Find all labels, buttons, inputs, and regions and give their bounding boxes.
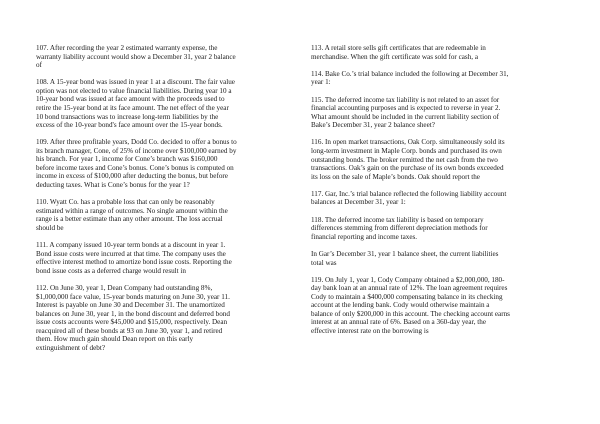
question-line: 10-year bond was issued at face amount with the proceeds used to (36, 95, 225, 104)
question-line: Cody to maintain a $400,000 compensating balance in its checking (311, 292, 503, 301)
question-line: differences stemming from different depreciation methods for (311, 224, 488, 233)
question-line: of (36, 61, 42, 70)
question-line: transactions. Oak’s gain on the purchase of its own bonds exceeded (311, 164, 504, 173)
question-line: $1,000,000 face value, 15-year bonds maturing on June 30, year 11. (36, 292, 230, 301)
question-line: What amount should be included in the current liability section of (311, 112, 499, 121)
question-line: bond issue costs as a deferred charge would result in (36, 266, 186, 275)
question-line: should be (36, 223, 64, 232)
question-line: reacquired all of these bonds at 93 on June 30, year 1, and retired (36, 326, 223, 335)
question-q118b (311, 250, 569, 267)
question-line: extinguishment of debt? (36, 343, 106, 352)
question-line: 110. Wyatt Co. has a probable loss that can only be reasonably (36, 198, 215, 207)
question-line: its branch manager, Cone, of 25% of income over $100,000 earned by (36, 146, 237, 155)
question-line: financial accounting purposes and is expected to reverse in year 2. (311, 104, 501, 113)
question-line: 119. On July 1, year 1, Cody Company obtained a $2,000,000, 180- (311, 275, 505, 284)
question-q114 (311, 70, 569, 87)
question-line: 10 bond transactions was to increase long-term liabilities by the (36, 112, 219, 121)
left-column (36, 44, 286, 361)
question-line: 113. A retail store sells gift certificates that are redeemable in (311, 44, 486, 52)
question-line: his branch. For year 1, income for Cone’s branch was $160,000 (36, 155, 218, 164)
question-line: 112. On June 30, year 1, Dean Company had outstanding 8%, (36, 284, 213, 293)
question-line: Interest is payable on June 30 and December 31. The unamortized (36, 301, 225, 310)
question-q110 (36, 198, 286, 232)
question-line: 115. The deferred income tax liability is not related to an asset for (311, 95, 500, 104)
question-line: warranty liability account would show a December 31, year 2 balance (36, 52, 236, 61)
question-line: Bake’s December 31, year 2 balance sheet? (311, 121, 435, 130)
question-line: 107. After recording the year 2 estimated warranty expense, the (36, 44, 218, 52)
question-line: option was not elected to value financial liabilities. During year 10 a (36, 86, 232, 95)
question-q111 (36, 241, 286, 275)
question-line: total was (311, 258, 337, 267)
question-line: interest at an annual rate of 6%. Based on a 360-day year, the (311, 318, 486, 327)
question-line: estimated within a range of outcomes. No single amount within the (36, 206, 228, 215)
question-line: range is a better estimate than any other amount. The loss accrual (36, 215, 223, 224)
question-line: 116. In open market transactions, Oak Corp. simultaneously sold its (311, 138, 505, 147)
question-q109 (36, 138, 286, 189)
question-line: 108. A 15-year bond was issued in year 1 at a discount. The fair value (36, 78, 235, 87)
question-q108 (36, 78, 286, 129)
question-line: deducting taxes. What is Cone’s bonus for the year 1? (36, 181, 190, 190)
right-column (311, 44, 569, 344)
question-line: year 1: (311, 78, 331, 87)
question-line: excess of the 10-year bond's face amount over the 15-year bonds. (36, 121, 223, 130)
question-line: merchandise. When the gift certificate was sold for cash, a (311, 52, 479, 61)
question-line: issue costs accounts were $45,000 and $15,000, respectively. Dean (36, 318, 228, 327)
question-line: balances at December 31, year 1: (311, 198, 406, 207)
question-q118 (311, 216, 569, 242)
question-line: its loss on the sale of Maple’s bonds. Oak should report the (311, 172, 480, 181)
question-line: In Gar’s December 31, year 1 balance sheet, the current liabilities (311, 249, 499, 258)
question-q107 (36, 44, 286, 70)
question-line: 111. A company issued 10-year term bonds at a discount in year 1. (36, 241, 226, 250)
question-line: before income taxes and Cone’s bonus. Cone’s bonus is computed on (36, 163, 234, 172)
question-q119 (311, 276, 569, 336)
question-line: 117. Gar, Inc.’s trial balance reflected the following liability account (311, 189, 507, 198)
question-line: day bank loan at an annual rate of 12%. The loan agreement requires (311, 284, 508, 293)
question-q115 (311, 96, 569, 130)
question-line: account at the lending bank. Cody would otherwise maintain a (311, 301, 490, 310)
question-q112 (36, 284, 286, 352)
question-line: financial reporting and income taxes. (311, 232, 418, 241)
question-line: Bond issue costs were incurred at that time. The company uses the (36, 249, 226, 258)
question-line: income in excess of $100,000 after deducting the bonus, but before (36, 172, 228, 181)
question-line: long-term investment in Maple Corp. bonds and purchased its own (311, 146, 502, 155)
question-line: 118. The deferred income tax liability is based on temporary (311, 215, 484, 224)
question-line: them. How much gain should Dean report on this early (36, 335, 194, 344)
question-line: 114. Bake Co.’s trial balance included the following at December 31, (311, 69, 509, 78)
question-line: balances on June 30, year 1, in the bond discount and deferred bond (36, 309, 230, 318)
question-q117 (311, 190, 569, 207)
question-line: outstanding bonds. The broker remitted the net cash from the two (311, 155, 498, 164)
question-line: effective interest rate on the borrowing is (311, 327, 429, 336)
question-line: balance of only $200,000 in this account. The checking account earns (311, 309, 510, 318)
question-q116 (311, 138, 569, 181)
question-line: retire the 15-year bond at its face amount. The net effect of the year (36, 103, 229, 112)
question-line: 109. After three profitable years, Dodd Co. decided to offer a bonus to (36, 138, 237, 147)
question-q113 (311, 44, 569, 61)
question-line: effective interest method to amortize bond issue costs. Reporting the (36, 258, 232, 267)
